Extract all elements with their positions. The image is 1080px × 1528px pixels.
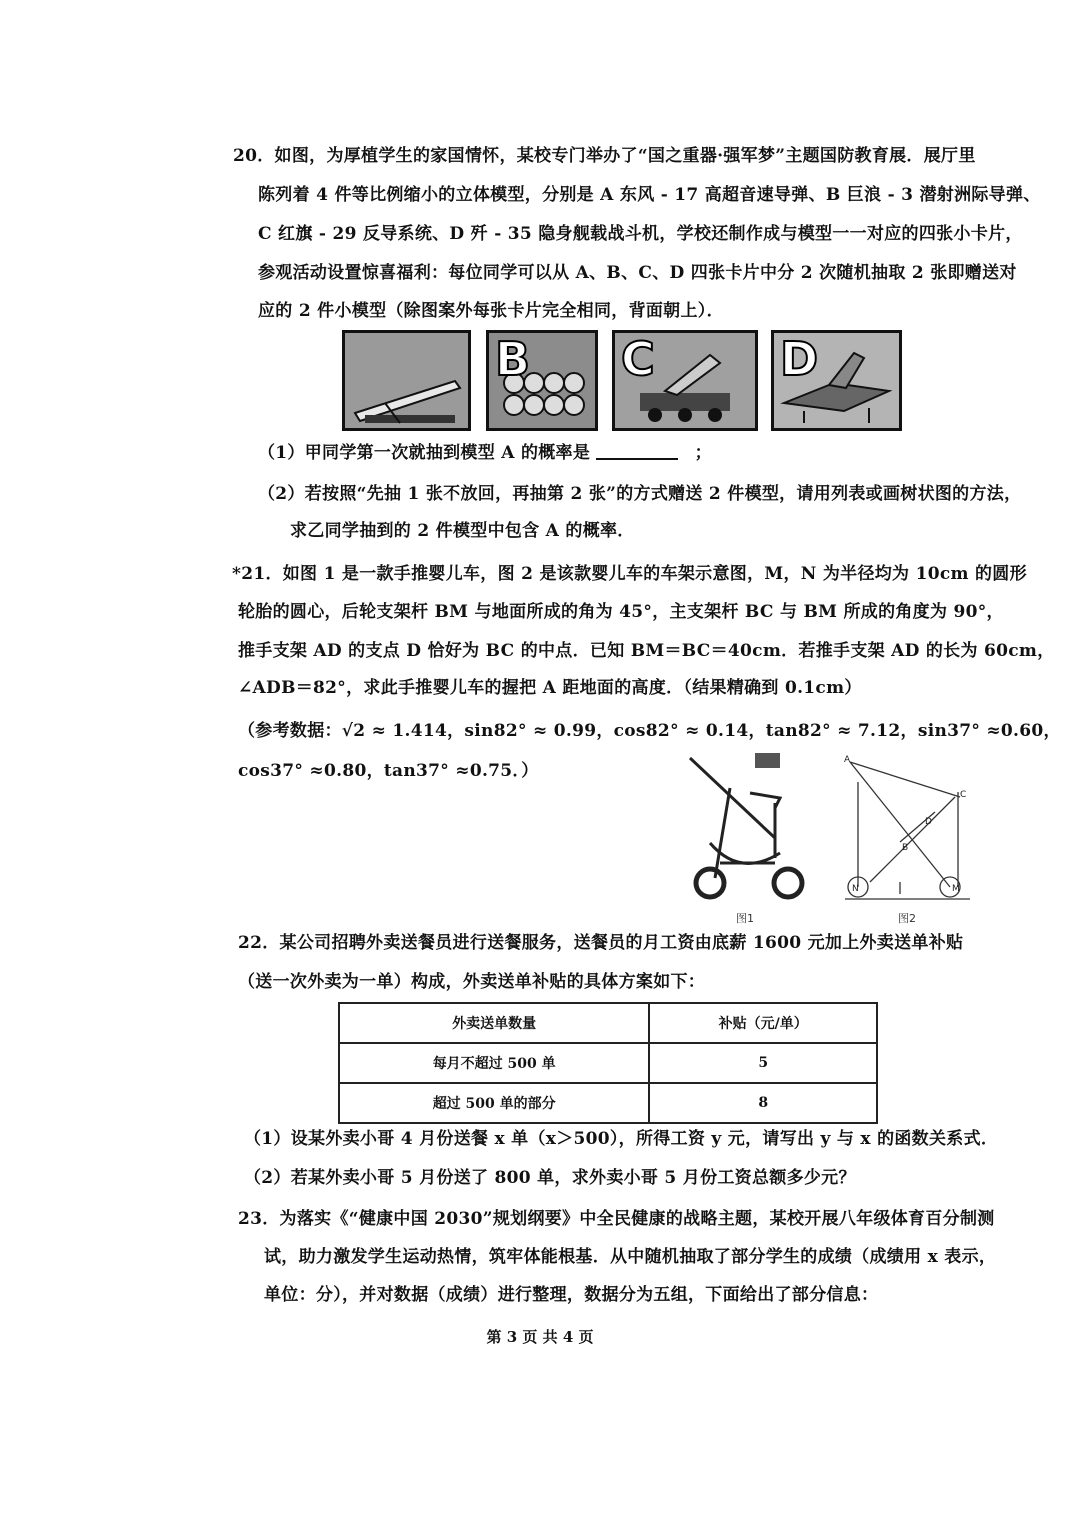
answer-blank[interactable] [596, 442, 678, 460]
q20-part-1-end: ； [694, 443, 712, 463]
figure-1-label: 图1 [736, 912, 754, 925]
table-header-cell: 补贴（元/单） [649, 1003, 877, 1043]
missile-icon [345, 333, 468, 428]
q20-line-1: 20．如图，为厚植学生的家国情怀，某校专门举办了“国之重器·强军梦”主题国防教育展．展厅里 [233, 146, 976, 166]
card-c-image [612, 330, 758, 431]
card-letter-d: D [780, 332, 819, 386]
q22-part-2: （2）若某外卖小哥 5 月份送了 800 单，求外卖小哥 5 月份工资总额多少元？ [244, 1168, 856, 1188]
point-b-label: B [902, 843, 909, 853]
table-cell: 5 [649, 1043, 877, 1083]
point-n-label: N [852, 884, 859, 894]
stroller-frame-figure-2 [840, 752, 975, 912]
q20-line-4: 参观活动设置惊喜福利：每位同学可以从 A、B、C、D 四张卡片中分 2 次随机抽取 2 张即赠送对 [258, 263, 1017, 283]
q20-line-2: 陈列着 4 件等比例缩小的立体模型，分别是 A 东风 - 17 高超音速导弹、B 巨浪 - 3 潜射洲际导弹、 [258, 185, 1041, 205]
q20-part-1 [258, 441, 712, 465]
table-cell: 超过 500 单的部分 [339, 1083, 649, 1123]
point-m-label: M [952, 884, 960, 894]
point-d-label: D [925, 817, 932, 827]
table-cell: 8 [649, 1083, 877, 1123]
q21-line-5: （参考数据：√2 ≈ 1.414，sin82° ≈ 0.99，cos82° ≈ 0.14，tan82° ≈ 7.12，sin37° ≈0.60， [238, 721, 1061, 741]
q20-part-1-text: （1）甲同学第一次就抽到模型 A 的概率是 [258, 443, 591, 463]
card-letter-c: C [621, 332, 655, 386]
q22-line-1: 22．某公司招聘外卖送餐员进行送餐服务，送餐员的月工资由底薪 1600 元加上外卖送单补贴 [238, 933, 964, 953]
q21-line-3: 推手支架 AD 的支点 D 恰好为 BC 的中点．已知 BM＝BC＝40cm．若推手支架 AD 的长为 60cm， [238, 641, 1055, 661]
q22-line-2: （送一次外卖为一单）构成，外卖送单补贴的具体方案如下： [238, 972, 706, 992]
card-a-image [342, 330, 471, 431]
q21-line-4: ∠ADB＝82°，求此手推婴儿车的握把 A 距地面的高度．（结果精确到 0.1cm） [238, 678, 862, 698]
table-header-row [339, 1003, 877, 1043]
card-letter-b: B [495, 332, 531, 386]
q21-line-2: 轮胎的圆心，后轮支架杆 BM 与地面所成的角为 45°，主支架杆 BC 与 BM 所成的角度为 90°， [238, 602, 1004, 622]
q23-line-3: 单位：分），并对数据（成绩）进行整理，数据分为五组，下面给出了部分信息： [264, 1285, 879, 1305]
card-d-image [771, 330, 902, 431]
card-b-image [486, 330, 598, 431]
q20-line-3: C 红旗 - 29 反导系统、D 歼 - 35 隐身舰载战斗机，学校还制作成与模型一一对应的四张小卡片， [258, 224, 1023, 244]
page-footer: 第 3 页 共 4 页 [486, 1328, 594, 1346]
point-a-label: A [844, 755, 851, 765]
point-c-label: C [960, 790, 967, 800]
figure-2-label: 图2 [898, 912, 916, 925]
q22-part-1: （1）设某外卖小哥 4 月份送餐 x 单（x＞500），所得工资 y 元，请写出 y 与 x 的函数关系式． [244, 1129, 999, 1149]
subsidy-table [338, 1002, 878, 1124]
q21-line-1: *21．如图 1 是一款手推婴儿车，图 2 是该款婴儿车的车架示意图，M，N 为半径均为 10cm 的圆形 [232, 564, 1027, 584]
q20-line-5: 应的 2 件小模型（除图案外每张卡片完全相同，背面朝上）． [258, 301, 724, 321]
q20-part-2-line-2: 求乙同学抽到的 2 件模型中包含 A 的概率． [290, 521, 635, 541]
q23-line-1: 23．为落实《“健康中国 2030”规划纲要》中全民健康的战略主题，某校开展八年级体育百分制测 [238, 1209, 995, 1229]
q21-line-6: cos37° ≈0.80，tan37° ≈0.75．） [238, 761, 539, 781]
table-header-cell: 外卖送单数量 [339, 1003, 649, 1043]
table-row [339, 1083, 877, 1123]
q20-part-2-line-1: （2）若按照“先抽 1 张不放回，再抽第 2 张”的方式赠送 2 件模型，请用列表或画树状图的方法， [258, 484, 1022, 504]
table-row [339, 1043, 877, 1083]
stroller-figure-1 [680, 748, 820, 908]
table-cell: 每月不超过 500 单 [339, 1043, 649, 1083]
q23-line-2: 试，助力激发学生运动热情，筑牢体能根基．从中随机抽取了部分学生的成绩（成绩用 x 表示， [264, 1247, 997, 1267]
